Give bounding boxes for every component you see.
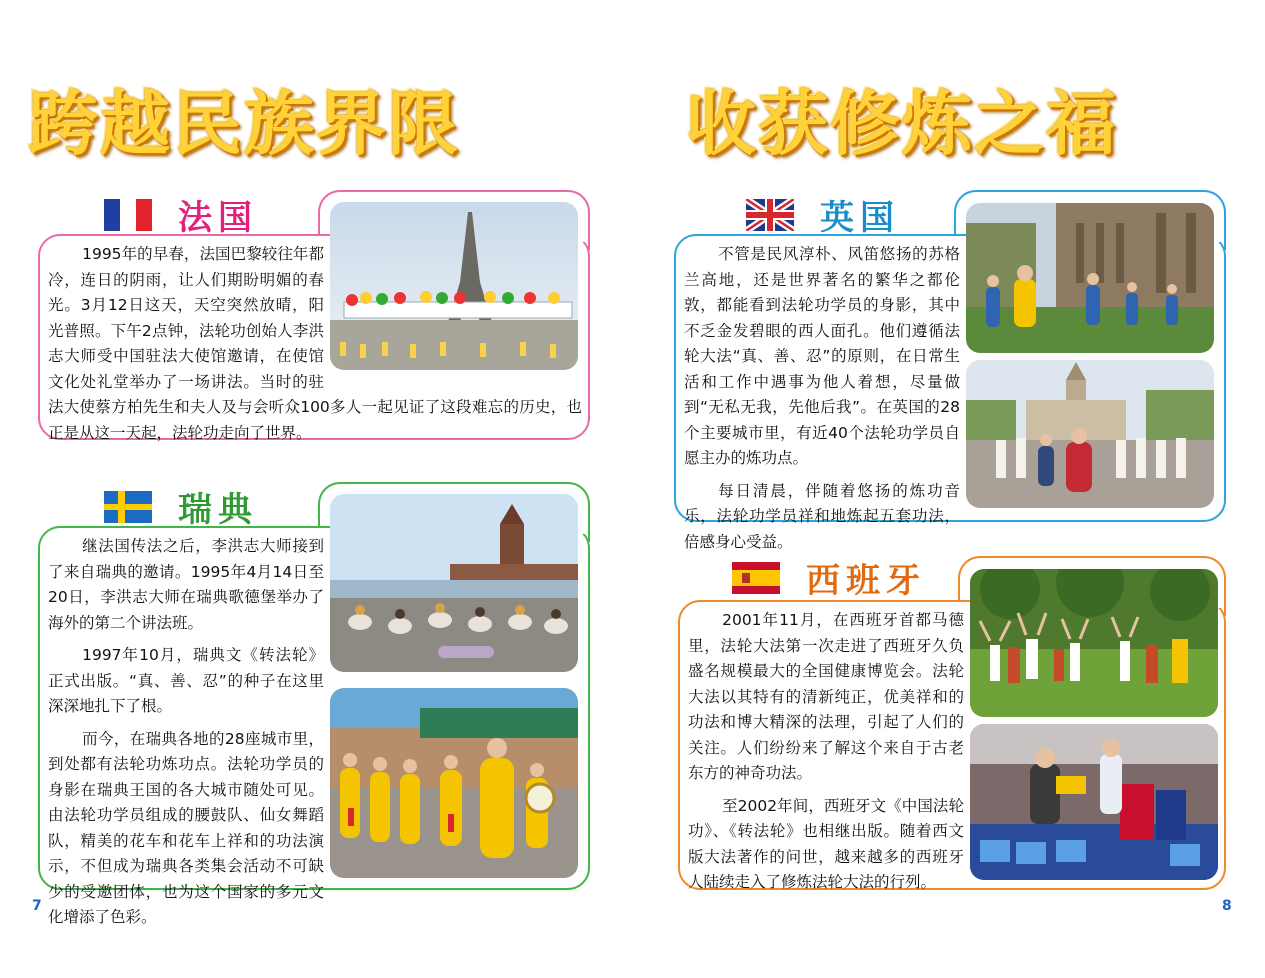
right-page (632, 0, 1265, 978)
spain-text (688, 608, 1218, 896)
left-page-title: 跨越民族界限 (28, 83, 460, 165)
spain-flag-icon (732, 562, 780, 594)
uk-heading (746, 190, 900, 239)
france-text (48, 242, 582, 446)
sweden-paragraph-2: 1997年10月，瑞典文《转法轮》正式出版。“真、善、忍”的种子在这里深深地扎下了根。 (48, 646, 324, 715)
france-paragraph: 1995年的早春，法国巴黎较往年都冷，连日的阴雨，让人们期盼明媚的春光。3月12日这天，天空突然放晴，阳光普照。下午2点钟，法轮功创始人李洪志大师受中国驻法大使馆邀请，在使馆文化处礼堂举办了一场讲法。当时的驻法大使蔡方柏先生和夫人及与会听众100多人一起见证了这段难忘的历史，也正是从这一天起，法轮功走向了世界。 (48, 245, 582, 442)
spain-paragraph-2: 至2002年间，西班牙文《中国法轮功》、《转法轮》也相继出版。随着西文版大法著作的问世，越来越多的西班牙人陆续走入了修炼法轮大法的行列。 (688, 796, 964, 891)
uk-flag-icon (746, 199, 794, 231)
uk-paragraph-2: 每日清晨，伴随着悠扬的炼功音乐，法轮功学员祥和地炼起五套功法，倍感身心受益。 (684, 481, 960, 551)
uk-paragraph-1: 不管是民风淳朴、风笛悠扬的苏格兰高地，还是世界著名的繁华之都伦敦，都能看到法轮功学员的身影，其中不乏金发碧眼的西人面孔。他们遵循法轮大法“真、善、忍”的原则，在日常生活和工作中遇事为他人着想，尽量做到“无私无我，先他后我”。在英国的28个主要城市里，有近40个法轮功学员自愿主办的炼功点。 (684, 245, 960, 467)
right-page-title: 收获修炼之福 (686, 83, 1118, 165)
sweden-flag-icon (104, 491, 152, 523)
sweden-paragraph-1: 继法国传法之后，李洪志大师接到了来自瑞典的邀请。1995年4月14日至20日，李洪志大师在瑞典歌德堡举办了海外的第二个讲法班。 (48, 537, 324, 632)
spain-heading (732, 553, 926, 602)
spain-paragraph-1: 2001年11月，在西班牙首都马德里，法轮大法第一次走进了西班牙久负盛名规模最大的全国健康博览会。法轮大法以其特有的清新纯正，优美祥和的功法和博大精深的法理，引起了人们的关注。人们纷纷来了解这个来自于古老东方的神奇功法。 (688, 611, 964, 782)
left-page-number: 7 (32, 898, 42, 914)
uk-text (684, 242, 1218, 555)
right-page-number: 8 (1222, 898, 1232, 914)
uk-title: 英国 (820, 198, 900, 238)
left-page (0, 0, 632, 978)
france-flag-icon (104, 199, 152, 231)
france-heading (104, 190, 258, 239)
sweden-heading (104, 482, 258, 531)
sweden-title: 瑞典 (178, 490, 258, 530)
spain-title: 西班牙 (806, 561, 926, 601)
sweden-text (48, 534, 582, 931)
france-title: 法国 (178, 198, 258, 238)
sweden-paragraph-3: 而今，在瑞典各地的28座城市里，到处都有法轮功炼功点。法轮功学员的身影在瑞典王国的各大城市随处可见。由法轮功学员组成的腰鼓队、仙女舞蹈队，精美的花车和花车上祥和的功法演示，不但成为瑞典各类集会活动不可缺少的受邀团体，也为这个国家的多元文化增添了色彩。 (48, 729, 324, 926)
